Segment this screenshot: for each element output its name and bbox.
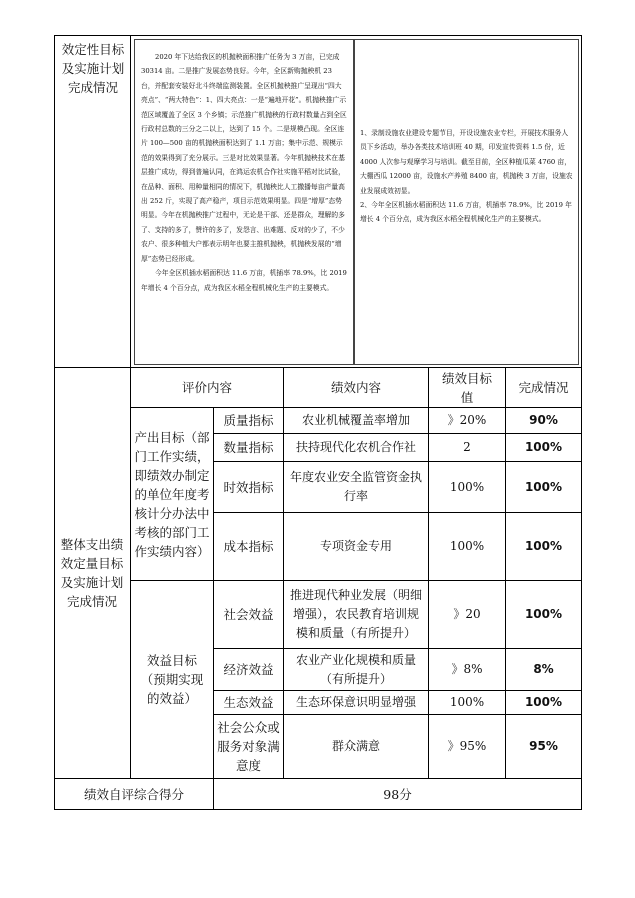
indicator-social-benefit: 社会效益	[223, 607, 274, 622]
done-social-benefit: 100%	[524, 607, 563, 621]
output-target-group: 产出目标（部门工作实绩，即绩效办制定的单位年度考核计分办法中考核的部门工作实绩内容）	[134, 429, 210, 559]
header-target-value: 绩效目标值	[441, 370, 492, 405]
section1-divider	[130, 35, 131, 367]
overall-score-label: 绩效自评综合得分	[83, 786, 184, 802]
table-border-left	[54, 35, 55, 810]
done-satisfaction: 95%	[529, 739, 558, 753]
indicator-quality: 质量指标	[223, 413, 274, 428]
section1-left-paragraph-2: 今年全区机插水稻面积达 11.6 万亩，机插率 78.9%，比 2019 年增长 4 个百分点，成为我区水稻全程机械化生产的主要模式。	[141, 269, 347, 292]
section1-label: 效定性目标及实施计划完成情况	[61, 42, 125, 95]
section1-left-text-box	[134, 39, 354, 365]
content-timeliness: 年度农业安全监管资金执行率	[290, 470, 423, 503]
target-ecological-benefit: 100%	[449, 695, 485, 709]
content-quality: 农业机械覆盖率增加	[301, 413, 410, 427]
target-satisfaction: 》95%	[447, 739, 487, 753]
header-perf-content: 绩效内容	[330, 380, 381, 395]
v-line-130	[130, 367, 131, 778]
section1-left-paragraph-1: 2020 年下达给我区的机抛秧面积推广任务为 3 万亩，已完成 30314 亩。二是推广发展态势良好。今年，全区新购抛秧机 23 台，并配套安装好北斗终端监测装置。全区机抛秧推广呈现出“四大亮点”、“两大特色”：1、四大亮点：一是“遍地开花”。机抛秧推广示范区域覆盖了全区 3 个乡镇；示范推广机抛秧的行政村数量占到全区行政村总数的三分之二以上，达到了 15 个。二是规模凸现。全区连片 100—500 亩的机抛秧面积达到了 1.1 万亩；集中示范、规模示范的效果得到了充分展示。三是对比效果显著。今年机抛秧技术在基层推广成功，得到普遍认同，在鸿运农机合作社实施平稻对比试验，在品种、面积、用种量相同的情况下，机抛秧比人工撒播每亩产量高出 252 斤，实现了高产稳产，项目示范效果明显。四是“增厚”态势明显。今年在机抛秧推广过程中，无论是干部、还是群众，理解的多了、支持的多了，赞许的多了，发怨言、出难题、反对的少了，不少农户、很多种植大户都表示明年也要主推机抛秧，机抛秧发展的“增厚”态势已经形成。	[141, 53, 347, 263]
indicator-cost: 成本指标	[223, 539, 274, 554]
table-border-bottom	[54, 809, 582, 810]
done-ecological-benefit: 100%	[524, 695, 563, 709]
content-ecological-benefit: 生态环保意识明显增强	[295, 695, 416, 709]
target-timeliness: 100%	[449, 479, 485, 494]
header-eval-content: 评价内容	[181, 380, 232, 395]
content-cost: 专项资金专用	[319, 539, 392, 553]
content-quantity: 扶持现代化农机合作社	[295, 440, 416, 454]
content-social-benefit: 推进现代种业发展（明细增强），农民教育培训规模和质量（有所提升）	[289, 588, 422, 640]
overall-score-value: 98分	[383, 786, 412, 802]
target-social-benefit: 》20	[453, 607, 481, 621]
content-economic-benefit: 农业产业化规模和质量（有所提升）	[295, 652, 416, 686]
indicator-timeliness: 时效指标	[223, 479, 274, 495]
section1-right-paragraph-2: 2、今年全区机插水稻面积达 11.6 万亩，机插率 78.9%，比 2019 年增长 4 个百分点，成为我区水稻全程机械化生产的主要模式。	[360, 201, 572, 224]
target-cost: 100%	[449, 539, 485, 553]
target-quantity: 2	[463, 440, 471, 454]
section1-right-paragraph-1: 1、录制设施农业建设专题节目，开设设施农业专栏，开展技术服务人员下乡活动，举办各类技术培训班 40 期，印发宣传资料 1.5 份，近 4000 人次参与观摩学习与培训。截至目前，全区种植瓜菜 4760 亩，大棚西瓜 12000 亩，设施水产养殖 8400 亩，机抛秧 3 万亩，设施农业发展成效初显。	[360, 129, 573, 195]
effect-target-group: 效益目标（预期实现的效益）	[140, 653, 204, 706]
done-timeliness: 100%	[524, 479, 563, 494]
section1-right-text-box	[354, 39, 579, 365]
header-completion: 完成情况	[518, 380, 569, 395]
done-cost: 100%	[524, 539, 563, 553]
content-satisfaction: 群众满意	[331, 739, 380, 753]
target-quality: 》20%	[447, 413, 487, 427]
done-economic-benefit: 8%	[533, 662, 554, 676]
indicator-satisfaction: 社会公众或服务对象满意度	[217, 720, 280, 773]
section2-label: 整体支出绩效定量目标及实施计划完成情况	[60, 537, 124, 609]
done-quality: 90%	[529, 413, 558, 427]
indicator-ecological-benefit: 生态效益	[223, 695, 274, 710]
table-border-top	[54, 35, 582, 36]
table-border-right	[581, 35, 582, 810]
done-quantity: 100%	[524, 440, 563, 454]
target-economic-benefit: 》8%	[451, 662, 483, 676]
indicator-economic-benefit: 经济效益	[223, 662, 274, 677]
indicator-quantity: 数量指标	[223, 440, 274, 455]
